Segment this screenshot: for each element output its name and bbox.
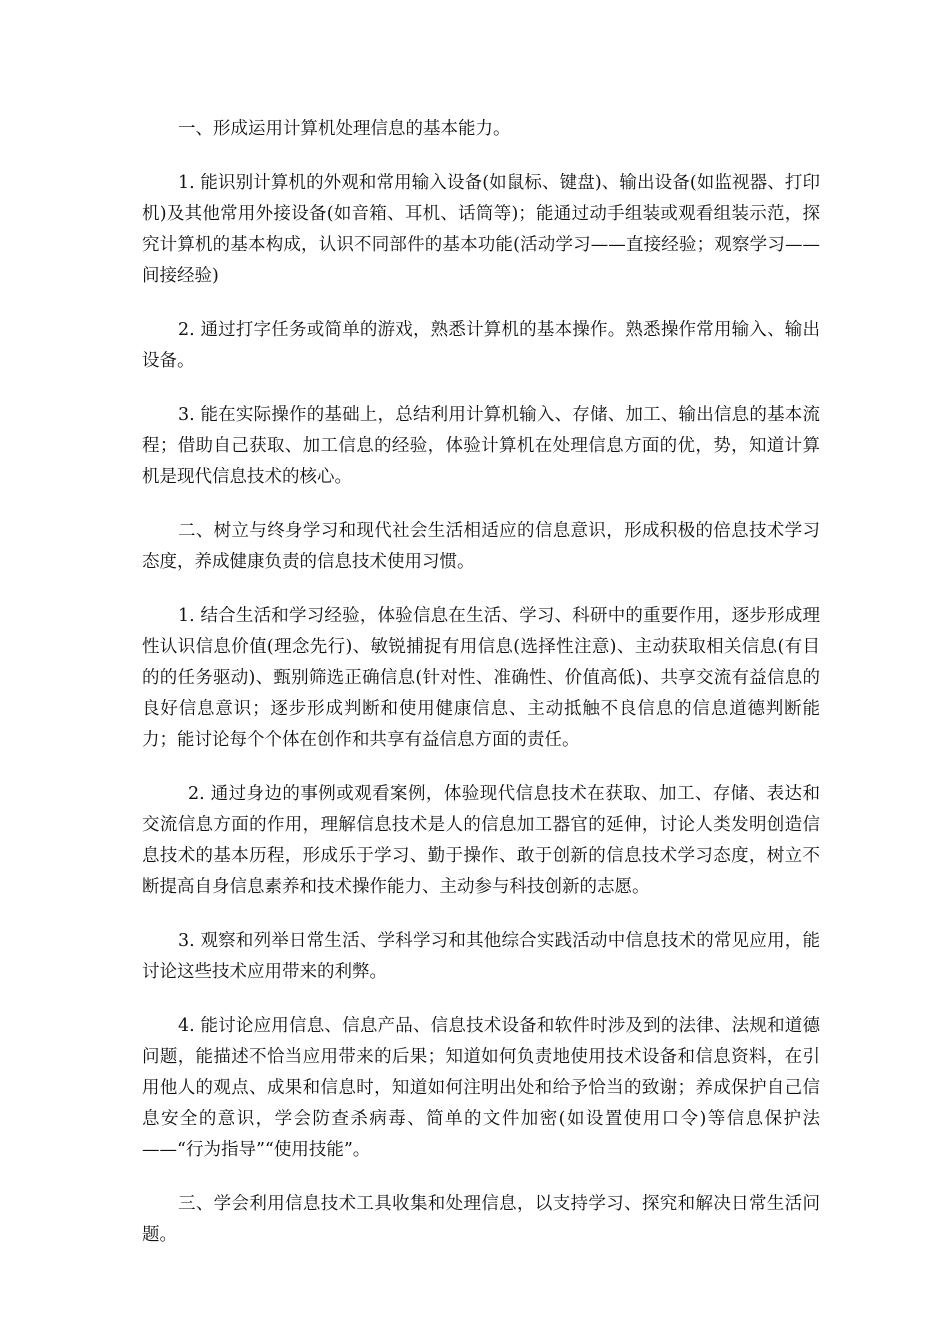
paragraph-1-2: 2. 通过打字任务或简单的游戏，熟悉计算机的基本操作。熟悉操作常用输入、输出设备。 (142, 320, 820, 371)
paragraph-2-2: 2. 通过身边的事例或观看案例，体验现代信息技术在获取、加工、存储、表达和交流信息方面的作用，理解信息技术是人的信息加工器官的延伸，讨论人类发明创造信息技术的基本历程，形成乐于学习、勤于操作、敢于创新的信息技术学习态度，树立不断提高自身信息素养和技术操作能力、主动参与科技创新的志愿。 (142, 784, 820, 897)
paragraph-1-3: 3. 能在实际操作的基础上，总结利用计算机输入、存储、加工、输出信息的基本流程；借助自己获取、加工信息的经验，体验计算机在处理信息方面的优，势，知道计算机是现代信息技术的核心。 (142, 405, 820, 487)
section-heading-3: 三、学会利用信息技术工具收集和处理信息，以支持学习、探究和解决日常生活问题。 (142, 1194, 820, 1245)
paragraph-2-3: 3. 观察和列举日常生活、学科学习和其他综合实践活动中信息技术的常见应用，能讨论这些技术应用带来的利弊。 (142, 931, 820, 982)
section-heading-1: 一、形成运用计算机处理信息的基本能力。 (178, 119, 511, 139)
paragraph-1-1: 1. 能识别计算机的外观和常用输入设备(如鼠标、键盘)、输出设备(如监视器、打印机)及其他常用外接设备(如音箱、耳机、话筒等)；能通过动手组装或观看组装示范，探究计算机的基本构成，认识不同部件的基本功能(活动学习——直接经验；观察学习——间接经验) (142, 173, 820, 286)
paragraph-2-4: 4. 能讨论应用信息、信息产品、信息技术设备和软件时涉及到的法律、法规和道德问题，能描述不恰当应用带来的后果；知道如何负责地使用技术设备和信息资料，在引用他人的观点、成果和信息时，知道如何注明出处和给予恰当的致谢；养成保护自己信息安全的意识，学会防查杀病毒、简单的文件加密(如设置使用口令)等信息保护法——“行为指导”“使用技能”。 (142, 1016, 820, 1160)
document-body (142, 114, 820, 1274)
paragraph-2-1: 1. 结合生活和学习经验，体验信息在生活、学习、科研中的重要作用，逐步形成理性认识信息价值(理念先行)、敏锐捕捉有用信息(选择性注意)、主动获取相关信息(有目的的任务驱动)、甄别筛选正确信息(针对性、准确性、价值高低)、共享交流有益信息的良好信息意识；逐步形成判断和使用健康信息、主动抵触不良信息的信息道德判断能力；能讨论每个个体在创作和共享有益信息方面的责任。 (142, 606, 820, 750)
section-heading-2: 二、树立与终身学习和现代社会生活相适应的信息意识，形成积极的倍息技术学习态度，养成健康负责的信息技术使用习惯。 (142, 521, 820, 572)
